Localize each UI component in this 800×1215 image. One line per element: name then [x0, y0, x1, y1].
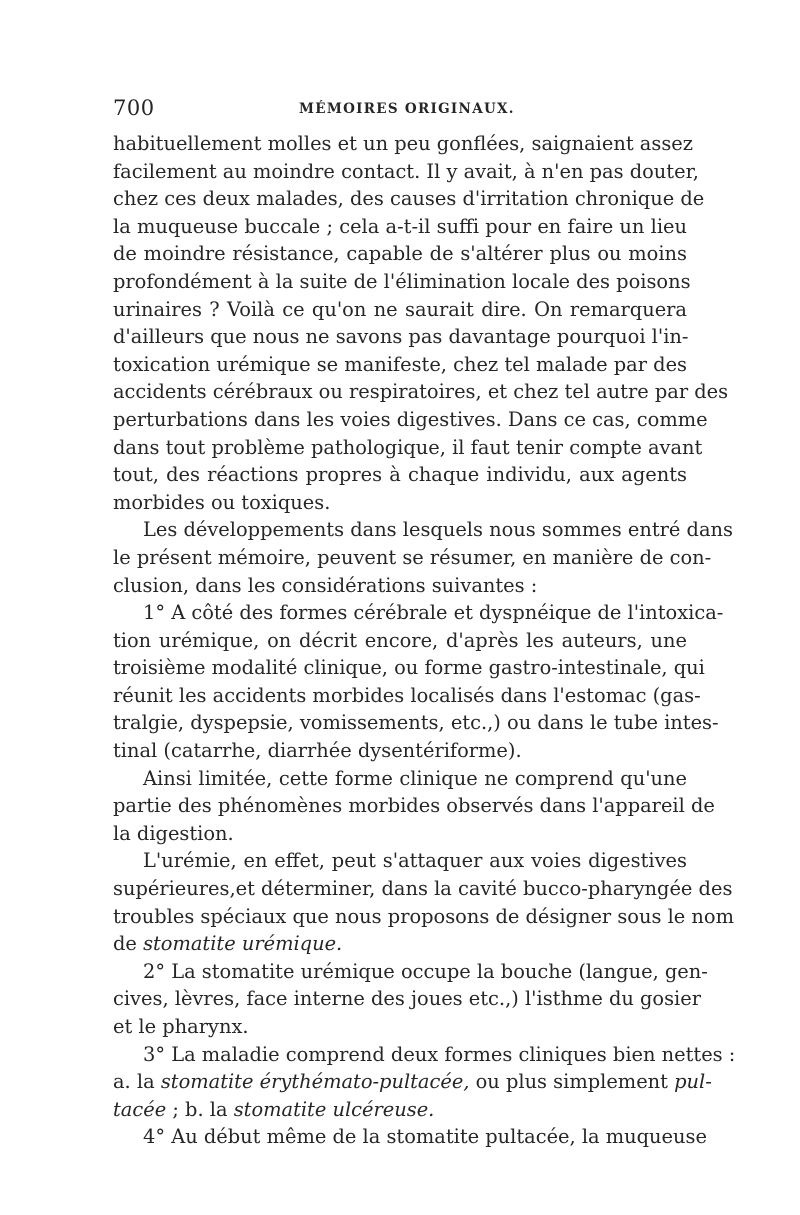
text-line: partie des phénomènes morbides observés dans l'appareil de [113, 794, 715, 818]
running-head [113, 96, 687, 126]
page-number: 700 [113, 96, 155, 120]
italic-term: tacée [113, 1097, 167, 1121]
text-line: Ainsi limitée, cette forme clinique ne comprend qu'une [143, 766, 687, 790]
text-line: tinal (catarrhe, diarrhée dysentériforme). [113, 739, 522, 763]
italic-term: stomatite urémique. [143, 932, 343, 956]
text-line: toxication urémique se manifeste, chez tel malade par des [113, 352, 687, 376]
text-span: ; b. la [166, 1097, 234, 1121]
text-line [113, 1096, 687, 1124]
text-span: ou plus simplement [469, 1070, 675, 1094]
text-line: d'ailleurs que nous ne savons pas davantage pourquoi l'in- [113, 325, 689, 349]
text-line: la muqueuse buccale ; cela a-t-il suffi pour en faire un lieu [113, 214, 687, 238]
text-line [113, 1068, 712, 1096]
text-line: le présent mémoire, peuvent se résumer, en manière de con- [113, 545, 712, 569]
text-line: réunit les accidents morbides localisés dans l'estomac (gas- [113, 683, 701, 707]
text-line: 1° A côté des formes cérébrale et dyspnéique de l'intoxica- [143, 601, 724, 625]
text-line: chez ces deux malades, des causes d'irritation chronique de [113, 187, 705, 211]
italic-term: pul- [674, 1070, 712, 1094]
text-line: tout, des réactions propres à chaque individu, aux agents [113, 463, 687, 487]
text-line: tion urémique, on décrit encore, d'après les auteurs, une [113, 628, 687, 652]
text-line: clusion, dans les considérations suivantes : [113, 573, 538, 597]
text-line: supérieures,et déterminer, dans la cavité bucco-pharyngée des [113, 877, 733, 901]
text-span: a. la [113, 1070, 161, 1094]
text-line: cives, lèvres, face interne des joues etc.,) l'isthme du gosier [113, 987, 702, 1011]
text-line: facilement au moindre contact. Il y avait, à n'en pas douter, [113, 159, 699, 183]
text-line: habituellement molles et un peu gonflées, saignaient assez [113, 132, 693, 155]
text-line: 4° Au début même de la stomatite pultacée, la muqueuse [143, 1125, 707, 1149]
text-line: 3° La maladie comprend deux formes cliniques bien nettes : [143, 1042, 736, 1066]
text-line: dans tout problème pathologique, il faut tenir compte avant [113, 435, 703, 459]
italic-term: stomatite ulcéreuse. [233, 1097, 435, 1121]
text-line: urinaires ? Voilà ce qu'on ne saurait dire. On remarquera [113, 297, 687, 321]
text-line: L'urémie, en effet, peut s'attaquer aux voies digestives [143, 849, 687, 873]
text-block-2 [113, 958, 736, 1068]
text-line: troisième modalité clinique, ou forme gastro-intestinale, qui [113, 656, 705, 680]
text-block-1 [113, 130, 734, 930]
text-line: la digestion. [113, 821, 234, 845]
italic-term: stomatite érythémato-pultacée, [160, 1070, 470, 1094]
text-line: et le pharynx. [113, 1015, 249, 1038]
text-line: de moindre résistance, capable de s'altérer plus ou moins [113, 242, 687, 266]
text-line: perturbations dans les voies digestives. Dans ce cas, comme [113, 407, 708, 431]
text-line: tralgie, dyspepsie, vomissements, etc.,) ou dans le tube intes- [113, 711, 719, 735]
text-line: profondément à la suite de l'élimination locale des poisons [113, 269, 691, 293]
text-line: troubles spéciaux que nous proposons de désigner sous le nom [113, 904, 734, 928]
text-line: 2° La stomatite urémique occupe la bouche (langue, gen- [143, 959, 708, 983]
book-page [113, 96, 736, 1151]
text-line [113, 930, 687, 958]
text-line: morbides ou toxiques. [113, 490, 331, 514]
running-title: MÉMOIRES ORIGINAUX. [299, 101, 515, 117]
body-text [113, 130, 736, 1151]
text-line: Les développements dans lesquels nous sommes entré dans [143, 518, 733, 542]
text-line: accidents cérébraux ou respiratoires, et chez tel autre par des [113, 380, 729, 404]
text-span: de [113, 932, 144, 956]
